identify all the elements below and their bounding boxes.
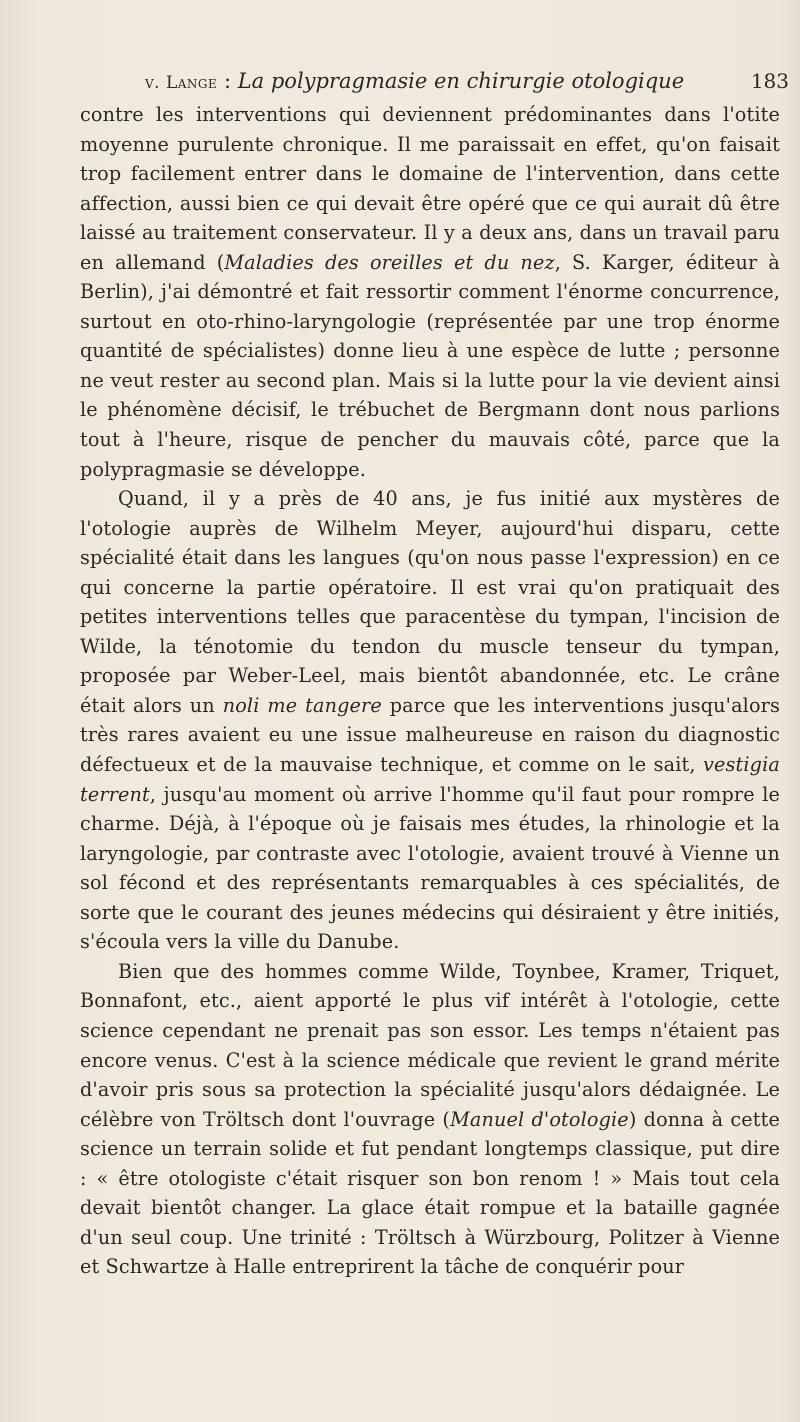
text-segment: , S. Karger, éditeur à Berlin), j'ai démontré et fait ressortir comment l'énorme concurrence, surtout en oto-rhino-laryngologie (représentée par une trop énorme quantité de spécialistes) donne lieu à une espèce de lutte ; personne ne veut rester au second plan. Mais si la lutte pour la vie devient ainsi le phénomène décisif, le trébuchet de Bergmann dont nous parlions tout à l'heure, risque de pencher du mauvais côté, parce que la polypragmasie se développe. [80,250,780,481]
header-title: La polypragmasie en chirurgie otologique [237,69,685,93]
paragraph [80,957,780,1282]
page-number: 183 [750,69,789,93]
paragraph [80,484,780,957]
text-segment: parce que les interventions jusqu'alors très rares avaient eu une issue malheureuse en raison du diagnostic défectueux et de la mauvaise technique, et comme on le sait, [80,693,780,777]
italic-text: noli me tangere [222,693,382,717]
text-segment: contre les interventions qui deviennent prédominantes dans l'otite moyenne purulente chronique. Il me paraissait en effet, qu'on faisait trop facilement entrer dans le domaine de l'intervention, dans cette affection, aussi bien ce qui devait être opéré que ce qui aurait dû être laissé au traitement conservateur. Il y a deux ans, dans un travail paru en allemand ( [80,103,780,274]
text-segment: , jusqu'au moment où arrive l'homme qu'il faut pour rompre le charme. Déjà, à l'époque où je faisais mes études, la rhinologie et la laryngologie, par contraste avec l'otologie, avaient trouvé à Vienne un sol fécond et des représentants remarquables à ces spécialités, de sorte que le courant des jeunes médecins qui désiraient y être initiés, s'écoula vers la ville du Danube. [80,782,780,954]
italic-text: Maladies des oreilles et du nez [224,250,555,274]
text-segment: ) donna à cette science un terrain solide et fut pendant longtemps classique, put dire : « être otologiste c'était risquer son bon renom ! » Mais tout cela devait bientôt changer. La glace était rompue et la bataille gagnée d'un seul coup. Une trinité : Tröltsch à Würzbourg, Politzer à Vienne et Schwartze à Halle entreprirent la tâche de conquérir pour [80,1107,781,1279]
text-segment: Quand, il y a près de 40 ans, je fus initié aux mystères de l'otologie auprès de Wilhelm Meyer, aujourd'hui disparu, cette spécialité était dans les langues (qu'on nous passe l'expression) en ce qui concerne la partie opératoire. Il est vrai qu'on pratiquait des petites interventions telles que paracentèse du tympan, l'incision de Wilde, la ténotomie du tendon du muscle tenseur du tympan, proposée par Weber-Leel, mais bientôt abandonnée, etc. Le crâne était alors un [80,487,780,717]
italic-text: vestigia terrent [80,753,780,806]
header-separator: : [217,69,238,93]
running-header [145,66,795,96]
paragraph [80,100,780,484]
body-text [80,100,780,1282]
italic-text: Manuel d'otologie [450,1107,629,1131]
header-author: v. Lange [145,73,218,93]
text-segment: Bien que des hommes comme Wilde, Toynbee, Kramer, Triquet, Bonnafont, etc., aient apporté le plus vif intérêt à l'otologie, cette science cependant ne prenait pas son essor. Les temps n'étaient pas encore venus. C'est à la science médicale que revient le grand mérite d'avoir pris sous sa protection la spécialité jusqu'alors dédaignée. Le célèbre von Tröltsch dont l'ouvrage ( [80,959,780,1131]
